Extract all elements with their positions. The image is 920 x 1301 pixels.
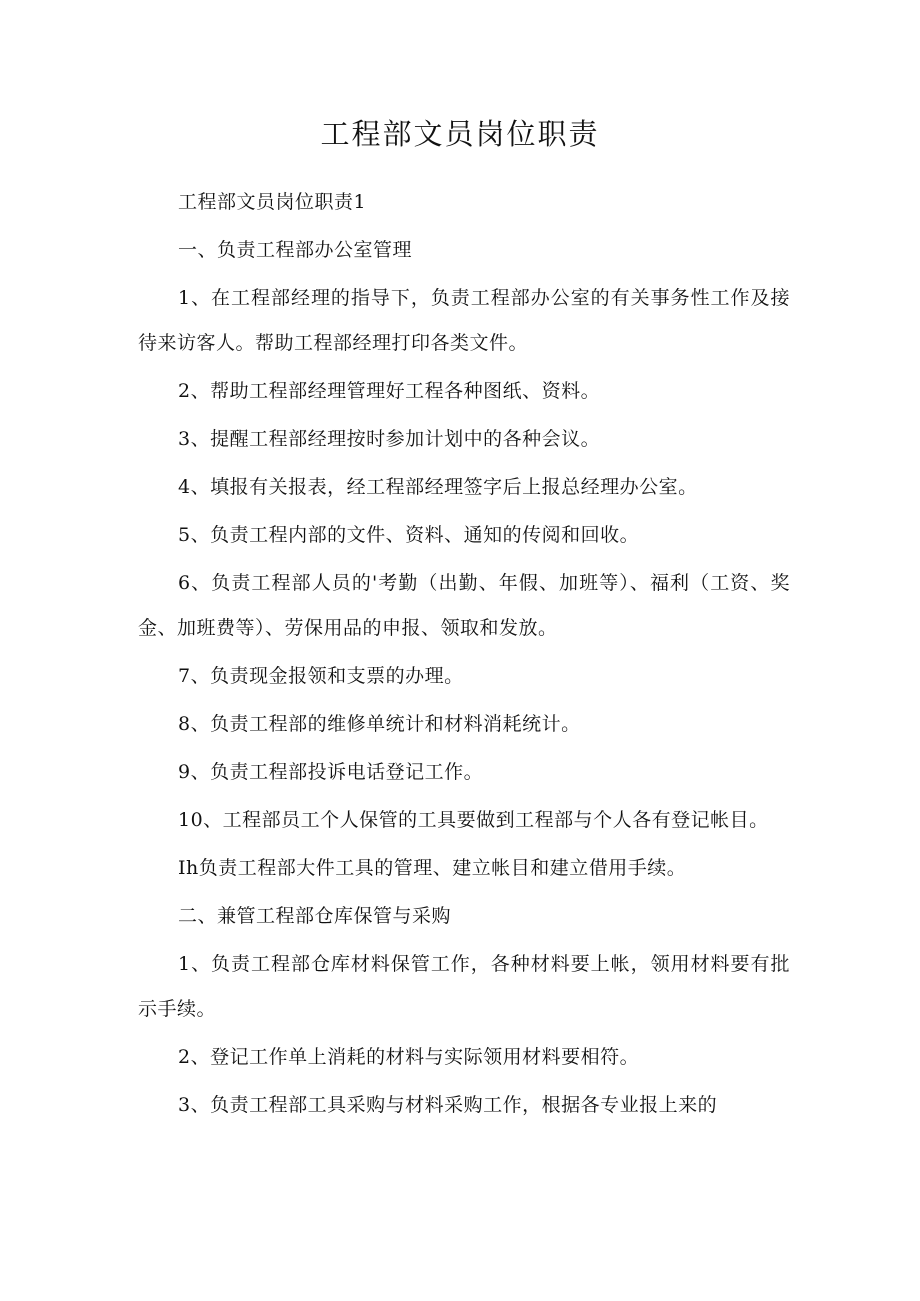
section-heading: 二、兼管工程部仓库保管与采购: [178, 905, 452, 927]
section-heading: 一、负责工程部办公室管理: [178, 239, 413, 261]
paragraph: 1、在工程部经理的指导下，负责工程部办公室的有关事务性工作及接待来访客人。帮助工程部经理打印各类文件。: [138, 287, 790, 354]
document-body: [138, 180, 790, 1131]
paragraph: 1、负责工程部仓库材料保管工作，各种材料要上帐，领用材料要有批示手续。: [138, 953, 790, 1020]
paragraph: 3、负责工程部工具采购与材料采购工作，根据各专业报上来的: [178, 1094, 718, 1116]
paragraph: 10、工程部员工个人保管的工具要做到工程部与个人各有登记帐目。: [178, 809, 769, 831]
paragraph: 4、填报有关报表，经工程部经理签字后上报总经理办公室。: [178, 476, 698, 498]
paragraph: Ih负责工程部大件工具的管理、建立帐目和建立借用手续。: [178, 857, 687, 879]
paragraph: 2、帮助工程部经理管理好工程各种图纸、资料。: [178, 380, 601, 402]
paragraph: 3、提醒工程部经理按时参加计划中的各种会议。: [178, 428, 601, 450]
paragraph: 9、负责工程部投诉电话登记工作。: [178, 761, 484, 783]
paragraph: 6、负责工程部人员的'考勤（出勤、年假、加班等）、福利（工资、奖金、加班费等）、劳保用品的申报、领取和发放。: [138, 572, 790, 639]
paragraph: 工程部文员岗位职责1: [178, 191, 367, 213]
document-title: 工程部文员岗位职责: [320, 117, 600, 151]
paragraph: 2、登记工作单上消耗的材料与实际领用材料要相符。: [178, 1046, 640, 1068]
paragraph: 5、负责工程内部的文件、资料、通知的传阅和回收。: [178, 524, 640, 546]
paragraph: 8、负责工程部的维修单统计和材料消耗统计。: [178, 713, 581, 735]
paragraph: 7、负责现金报领和支票的办理。: [178, 665, 464, 687]
